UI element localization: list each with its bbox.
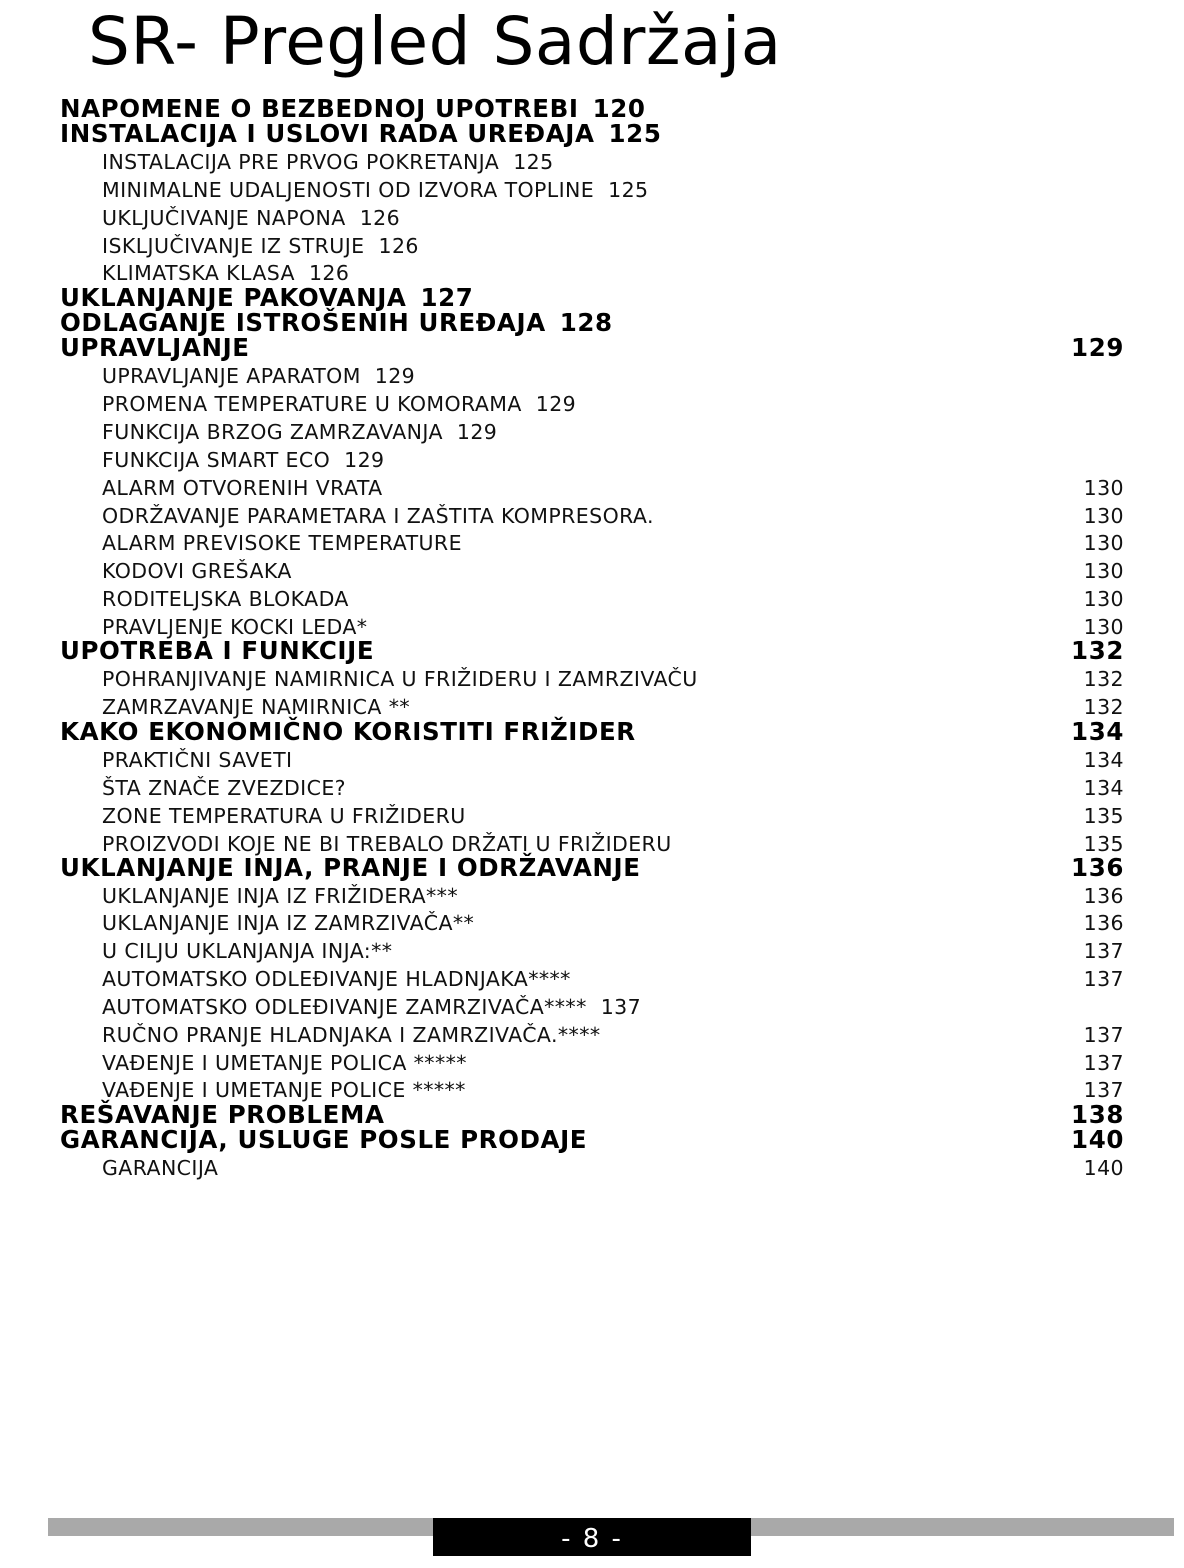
toc-label: ZONE TEMPERATURA U FRIŽIDERU: [102, 804, 466, 828]
toc-label: UPOTREBA I FUNKCIJE: [60, 636, 375, 665]
toc-page-number: 126: [378, 234, 419, 258]
toc-label: NAPOMENE O BEZBEDNOJ UPOTREBI 120: [60, 94, 646, 123]
toc-label: PROIZVODI KOJE NE BI TREBALO DRŽATI U FRIŽIDERU: [102, 832, 672, 856]
toc-label: KAKO EKONOMIČNO KORISTITI FRIŽIDER: [60, 717, 636, 746]
toc-page-number: 140: [1071, 1125, 1124, 1154]
toc-label: UKLANJANJE INJA IZ ZAMRZIVAČA**: [102, 911, 475, 935]
toc-page-number: 120: [592, 94, 646, 123]
toc-page-number: 135: [1083, 832, 1124, 856]
toc-label: UKLANJANJE INJA IZ FRIŽIDERA***: [102, 884, 458, 908]
toc-page-number: 130: [1083, 559, 1124, 583]
toc-page-number: 136: [1083, 911, 1124, 935]
toc-page-number: 129: [344, 448, 385, 472]
toc-page-number: 130: [1083, 587, 1124, 611]
toc-page-number: 130: [1083, 504, 1124, 528]
toc-label: AUTOMATSKO ODLEĐIVANJE ZAMRZIVAČA**** 137: [102, 995, 642, 1019]
toc-label: PRAVLJENJE KOCKI LEDA*: [102, 615, 368, 639]
toc-page-number: 137: [1083, 939, 1124, 963]
toc-page-number: 132: [1083, 695, 1124, 719]
toc-page-number: 125: [608, 119, 662, 148]
toc-page-number: 137: [1083, 1078, 1124, 1102]
toc-label: UKLANJANJE INJA, PRANJE I ODRŽAVANJE: [60, 853, 641, 882]
toc-label: FUNKCIJA SMART ECO 129: [102, 448, 385, 472]
toc-label: ALARM OTVORENIH VRATA: [102, 476, 383, 500]
toc-page-number: 129: [1071, 333, 1124, 362]
toc-page-number: 138: [1071, 1100, 1124, 1129]
toc-page-number: 125: [513, 150, 554, 174]
toc-page-number: 135: [1083, 804, 1124, 828]
toc-label: PROMENA TEMPERATURE U KOMORAMA 129: [102, 392, 577, 416]
toc-page-number: 130: [1083, 615, 1124, 639]
toc-page-number: 132: [1071, 636, 1124, 665]
toc-label: GARANCIJA: [102, 1156, 219, 1180]
toc-page-number: 126: [359, 206, 401, 230]
toc-label: AUTOMATSKO ODLEĐIVANJE HLADNJAKA****: [102, 967, 571, 991]
toc-label: POHRANJIVANJE NAMIRNICA U FRIŽIDERU I ZAMRZIVAČU: [102, 667, 698, 691]
toc-label: KLIMATSKA KLASA 126: [102, 261, 350, 285]
toc-page-number: 134: [1083, 748, 1124, 772]
toc-label: INSTALACIJA PRE PRVOG POKRETANJA 125: [102, 150, 554, 174]
toc-page-number: 130: [1083, 476, 1124, 500]
toc-label: UKLJUČIVANJE NAPONA 126: [102, 206, 401, 230]
toc-label: ALARM PREVISOKE TEMPERATURE: [102, 531, 462, 555]
toc-page-number: 137: [1083, 1023, 1124, 1047]
toc-page-number: 137: [1083, 967, 1124, 991]
toc-label: VAĐENJE I UMETANJE POLICA *****: [102, 1051, 467, 1075]
toc-label: ZAMRZAVANJE NAMIRNICA **: [102, 695, 411, 719]
toc-label: U CILJU UKLANJANJA INJA:**: [102, 939, 393, 963]
toc-page-number: 125: [608, 178, 649, 202]
toc-label: UPRAVLJANJE: [60, 333, 250, 362]
toc-page-number: 132: [1083, 667, 1124, 691]
toc-page-number: 127: [420, 283, 474, 312]
toc-page-number: 134: [1071, 717, 1124, 746]
page-number: - 8 -: [433, 1518, 751, 1556]
toc-label: UPRAVLJANJE APARATOM 129: [102, 364, 416, 388]
toc-label: ISKLJUČIVANJE IZ STRUJE 126: [102, 234, 419, 258]
toc-page-number: 128: [559, 308, 613, 337]
toc-page-number: 134: [1083, 776, 1124, 800]
toc-label: ODRŽAVANJE PARAMETARA I ZAŠTITA KOMPRESORA.: [102, 504, 654, 528]
toc-label: GARANCIJA, USLUGE POSLE PRODAJE: [60, 1125, 588, 1154]
toc-label: FUNKCIJA BRZOG ZAMRZAVANJA 129: [102, 420, 498, 444]
toc-label: RUČNO PRANJE HLADNJAKA I ZAMRZIVAČA.****: [102, 1023, 601, 1047]
toc-page-number: 129: [456, 420, 498, 444]
toc-label: KODOVI GREŠAKA: [102, 559, 292, 583]
toc-label: ODLAGANJE ISTROŠENIH UREĐAJA 128: [60, 308, 613, 337]
toc-label: RODITELJSKA BLOKADA: [102, 587, 349, 611]
toc-page-number: 137: [600, 995, 642, 1019]
toc-page-number: 137: [1083, 1051, 1124, 1075]
toc-label: MINIMALNE UDALJENOSTI OD IZVORA TOPLINE 125: [102, 178, 649, 202]
toc-page-number: 129: [374, 364, 416, 388]
toc-label: REŠAVANJE PROBLEMA: [60, 1100, 385, 1129]
toc-page-number: 136: [1071, 853, 1124, 882]
toc-label: VAĐENJE I UMETANJE POLICE *****: [102, 1078, 466, 1102]
toc-label: UKLANJANJE PAKOVANJA 127: [60, 283, 474, 312]
toc-page-number: 136: [1083, 884, 1124, 908]
toc-label: INSTALACIJA I USLOVI RADA UREĐAJA 125: [60, 119, 662, 148]
page-title: SR- Pregled Sadržaja: [88, 3, 782, 80]
toc-page-number: 129: [535, 392, 577, 416]
toc-page-number: 140: [1083, 1156, 1124, 1180]
toc-page-number: 130: [1083, 531, 1124, 555]
toc-label: PRAKTIČNI SAVETI: [102, 748, 293, 772]
toc-label: ŠTA ZNAČE ZVEZDICE?: [102, 776, 346, 800]
toc-page-number: 126: [308, 261, 350, 285]
